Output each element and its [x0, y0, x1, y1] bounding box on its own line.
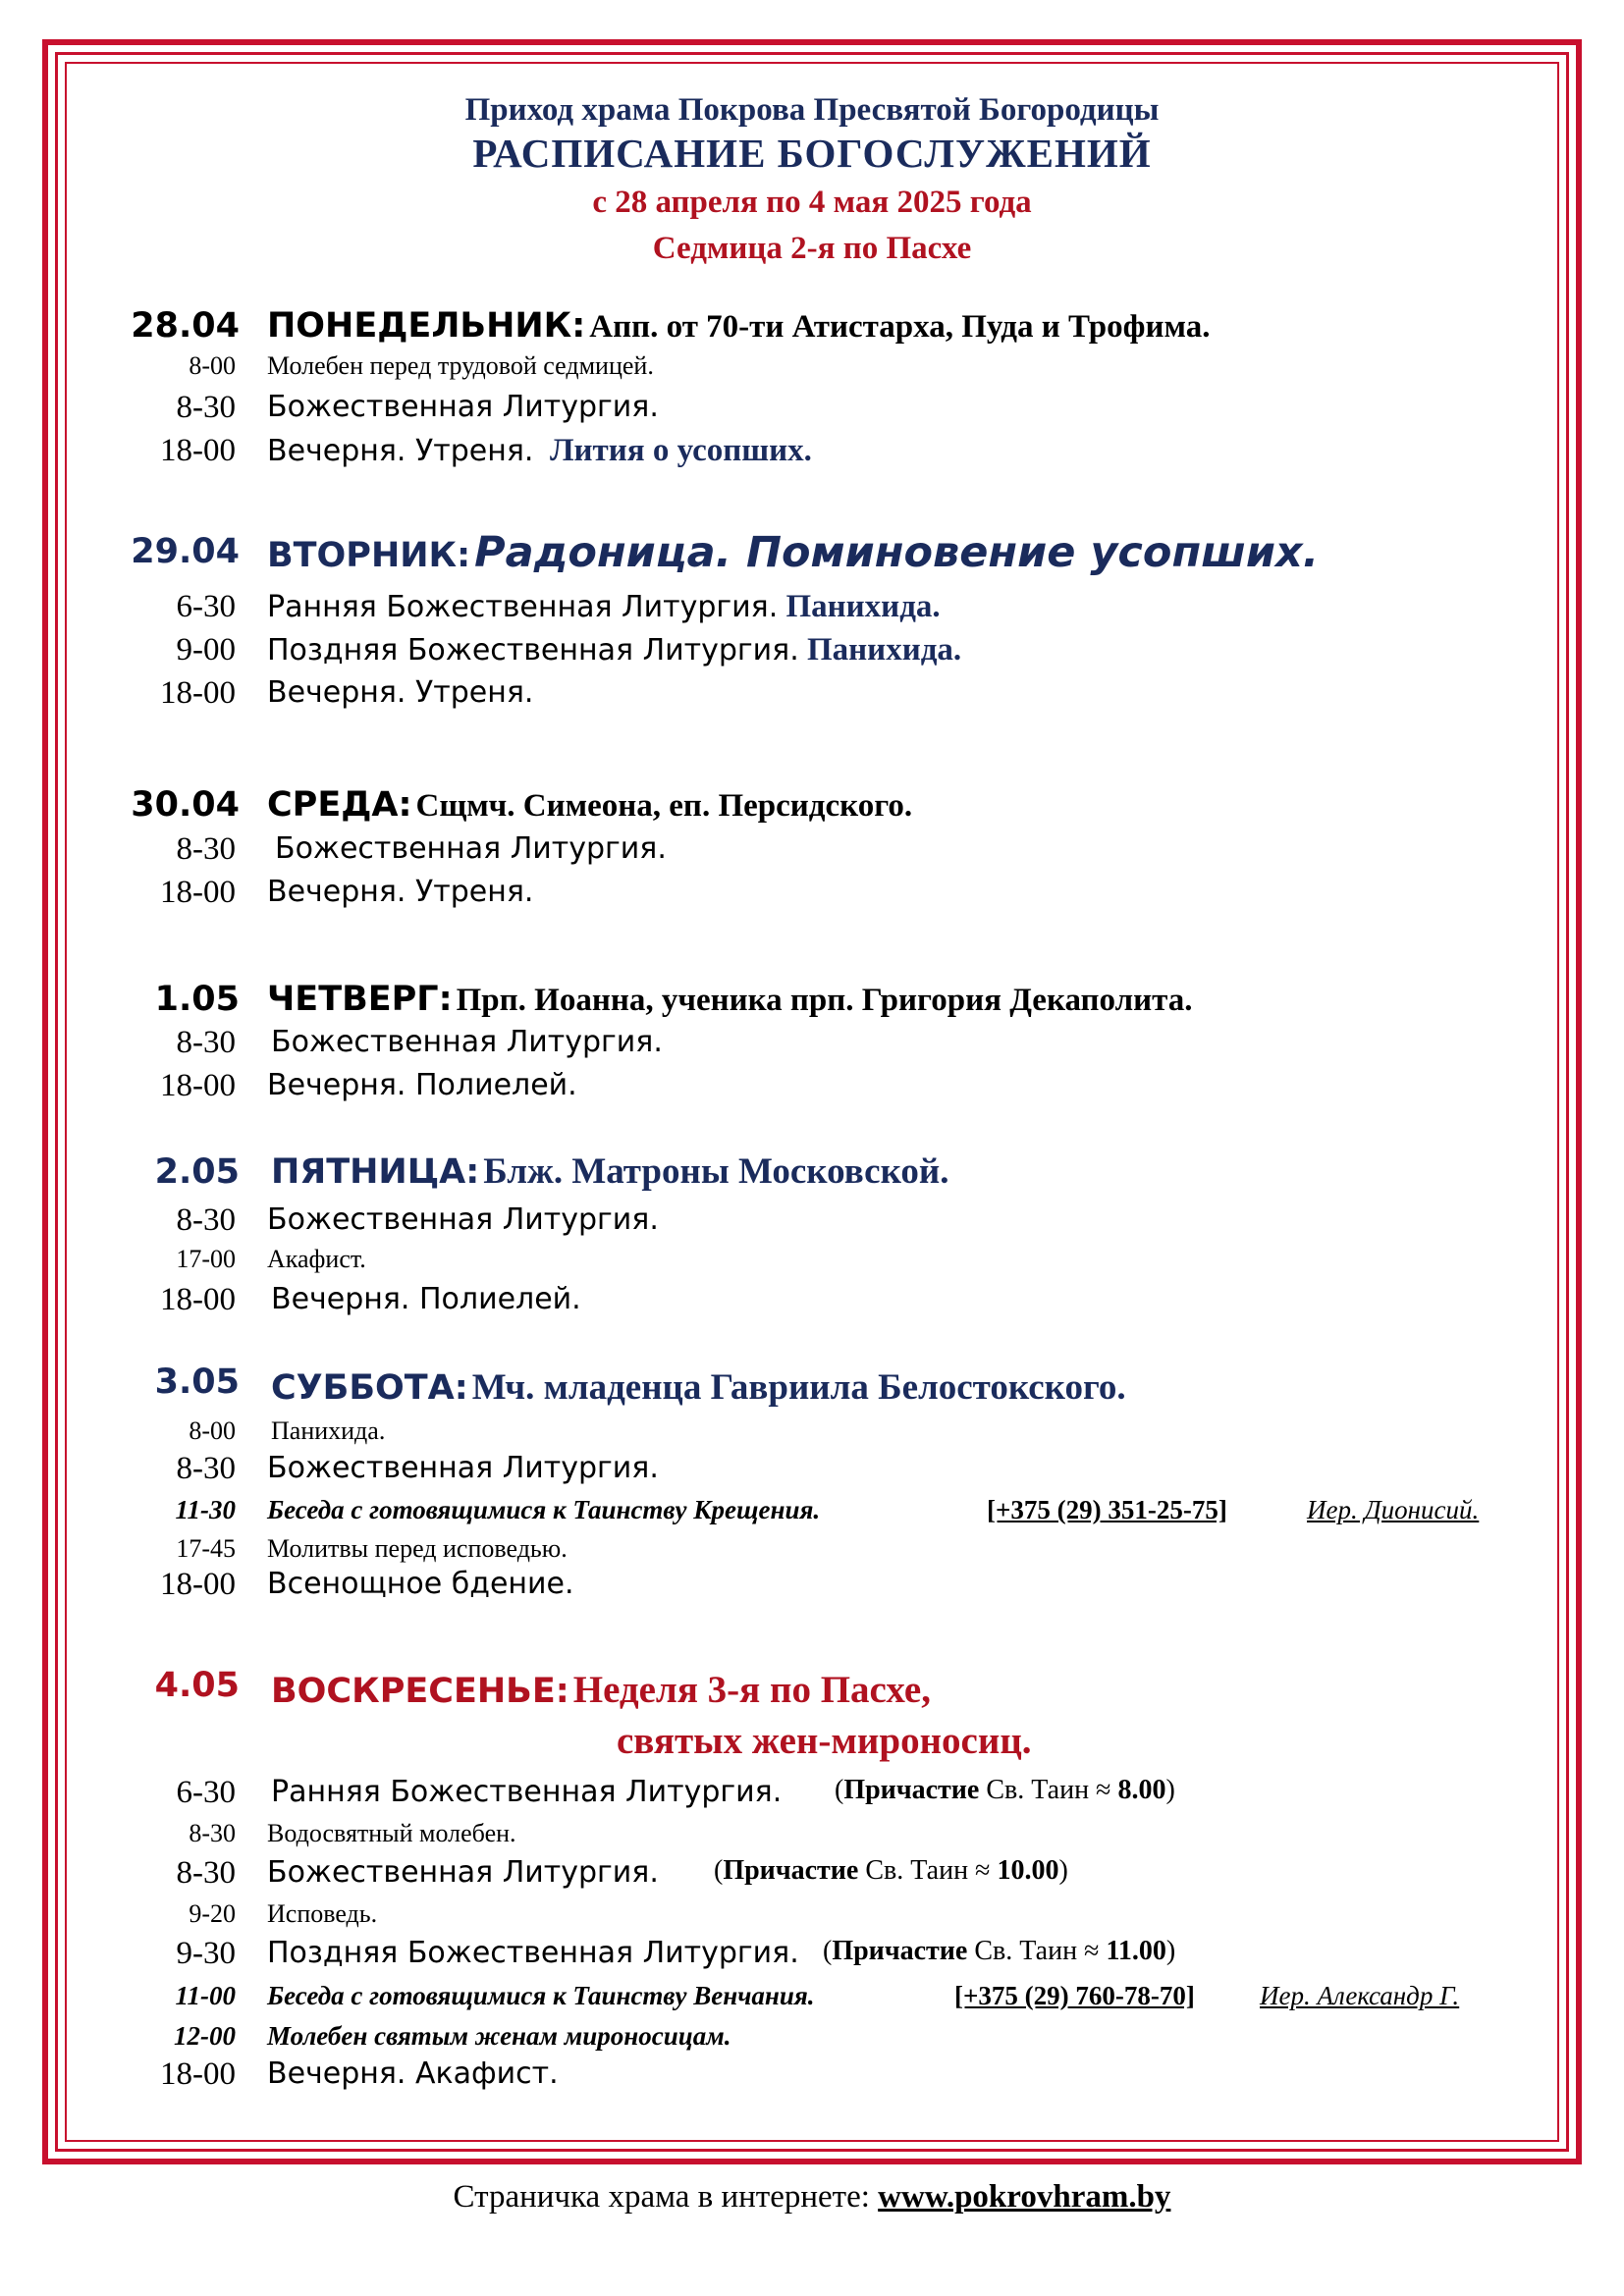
- service-name: Поздняя Божественная Литургия.: [267, 633, 799, 667]
- service-name: Божественная Литургия.: [267, 1855, 659, 1890]
- service-name: Вечерня. Полиелей.: [271, 1282, 581, 1316]
- service-time: 8-30: [176, 1855, 236, 1891]
- feast-name: Мч. младенца Гавриила Белостокского.: [471, 1367, 1126, 1408]
- day-date: 3.05: [154, 1362, 240, 1402]
- service-time: 18-00: [160, 2056, 236, 2092]
- footer-label: Страничка храма в интернете:: [453, 2179, 879, 2215]
- feast-name: Радоница. Поминовение усопших.: [474, 528, 1320, 577]
- service-time: 8-30: [189, 1819, 236, 1847]
- day-date: 28.04: [131, 306, 240, 346]
- day-heading: [267, 306, 1210, 346]
- day-heading: [267, 980, 1193, 1019]
- website-link[interactable]: www.pokrovhram.by: [878, 2179, 1171, 2215]
- service-time: 6-30: [176, 589, 236, 624]
- service-note: Панихида.: [807, 632, 962, 667]
- day-heading: [267, 528, 1319, 577]
- service-time: 8-30: [176, 390, 236, 425]
- day-date: 1.05: [154, 980, 240, 1019]
- service-time: 8-30: [176, 1202, 236, 1238]
- weekday-label: ЧЕТВЕРГ:: [267, 980, 453, 1019]
- service-name: Всенощное бдение.: [267, 1567, 574, 1601]
- service-time: 18-00: [160, 1567, 236, 1602]
- service-name: Молитвы перед исповедью.: [267, 1534, 568, 1563]
- service-time: 18-00: [160, 675, 236, 711]
- service-name: Беседа с готовящимися к Таинству Венчания.: [267, 1981, 815, 2010]
- day-heading: [271, 1150, 948, 1193]
- feast-name: Неделя 3-я по Пасхе,: [572, 1669, 931, 1711]
- feast-name: Прп. Иоанна, ученика прп. Григория Декаполита.: [456, 983, 1193, 1018]
- service-time: 9-30: [176, 1936, 236, 1971]
- service-time: 18-00: [160, 1282, 236, 1317]
- service-time: 18-00: [160, 1068, 236, 1103]
- service-time: 8-00: [189, 1416, 236, 1445]
- day-heading: [271, 1668, 931, 1712]
- service-name: Божественная Литургия.: [267, 1202, 659, 1237]
- communion-note: (Причастие Св. Таин ≈ 8.00): [835, 1775, 1175, 1805]
- feast-name: Блж. Матроны Московской.: [483, 1151, 949, 1192]
- priest-name: Иер. Дионисий.: [1307, 1495, 1480, 1524]
- service-name: Беседа с готовящимися к Таинству Крещения.: [267, 1495, 821, 1524]
- service-time: 9-20: [189, 1899, 236, 1928]
- service-name: Ранняя Божественная Литургия.: [267, 590, 779, 624]
- service-time: 12-00: [174, 2021, 236, 2051]
- service-name: Божественная Литургия.: [267, 1451, 659, 1485]
- date-range: с 28 апреля по 4 мая 2025 года: [592, 185, 1032, 220]
- service-name: Молебен перед трудовой седмицей.: [267, 351, 654, 380]
- day-heading: [271, 1366, 1126, 1409]
- service-name: Ранняя Божественная Литургия.: [271, 1775, 783, 1809]
- service-name: Водосвятный молебен.: [267, 1819, 516, 1847]
- service-name: Вечерня. Утреня.: [267, 875, 534, 909]
- week-name: Седмица 2-я по Пасхе: [652, 231, 972, 266]
- service-time: 18-00: [160, 875, 236, 910]
- service-time: 8-30: [176, 1025, 236, 1060]
- service-name: Поздняя Божественная Литургия.: [267, 1936, 799, 1970]
- service-name: Божественная Литургия.: [267, 390, 659, 424]
- service-time: 9-00: [176, 632, 236, 667]
- service-time: 8-30: [176, 831, 236, 867]
- service-time: 6-30: [176, 1775, 236, 1810]
- service-name: Божественная Литургия.: [271, 1025, 663, 1059]
- service-name: Молебен святым женам мироносицам.: [267, 2021, 731, 2051]
- service-time: 17-00: [176, 1245, 236, 1273]
- weekday-label: ВТОРНИК:: [267, 536, 471, 575]
- service-name: Исповедь.: [267, 1899, 378, 1928]
- service-name: Вечерня. Акафист.: [267, 2056, 559, 2091]
- service-name: Божественная Литургия.: [275, 831, 667, 866]
- weekday-label: ПОНЕДЕЛЬНИК:: [267, 306, 586, 346]
- service-name: Вечерня. Утреня.: [267, 434, 534, 468]
- page-title: РАСПИСАНИЕ БОГОСЛУЖЕНИЙ: [472, 131, 1152, 176]
- parish-name: Приход храма Покрова Пресвятой Богородицы: [464, 92, 1160, 128]
- weekday-label: СУББОТА:: [271, 1368, 468, 1408]
- service-time: 11-00: [175, 1981, 236, 2010]
- service-name: Панихида.: [271, 1416, 386, 1445]
- service-note: Панихида.: [785, 589, 941, 624]
- service-name: Вечерня. Полиелей.: [267, 1068, 577, 1102]
- day-date: 29.04: [131, 532, 240, 571]
- communion-note: (Причастие Св. Таин ≈ 11.00): [823, 1936, 1176, 1966]
- service-name: Акафист.: [267, 1245, 366, 1273]
- priest-name: Иер. Александр Г.: [1260, 1981, 1460, 2010]
- communion-note: (Причастие Св. Таин ≈ 10.00): [714, 1855, 1068, 1886]
- day-date: 30.04: [131, 785, 240, 825]
- service-time: 8-00: [189, 351, 236, 380]
- service-time: 8-30: [176, 1451, 236, 1486]
- day-date: 2.05: [154, 1152, 240, 1192]
- feast-name: Апп. от 70-ти Атистарха, Пуда и Трофима.: [589, 309, 1211, 345]
- footer: [0, 2179, 1624, 2216]
- phone-number: [+375 (29) 351-25-75]: [987, 1495, 1227, 1524]
- weekday-label: ВОСКРЕСЕНЬЕ:: [271, 1672, 569, 1711]
- service-time: 11-30: [175, 1495, 236, 1524]
- feast-name-continued: святых жен-мироносиц.: [617, 1720, 1032, 1762]
- service-time: 18-00: [160, 433, 236, 468]
- service-name: Вечерня. Утреня.: [267, 675, 534, 710]
- weekday-label: ПЯТНИЦА:: [271, 1152, 480, 1192]
- service-time: 17-45: [176, 1534, 236, 1563]
- service-note: Лития о усопших.: [549, 433, 812, 468]
- day-heading: [267, 785, 912, 825]
- phone-number: [+375 (29) 760-78-70]: [954, 1981, 1195, 2010]
- weekday-label: СРЕДА:: [267, 785, 412, 825]
- day-date: 4.05: [154, 1666, 240, 1705]
- feast-name: Сщмч. Симеона, еп. Персидского.: [415, 788, 913, 824]
